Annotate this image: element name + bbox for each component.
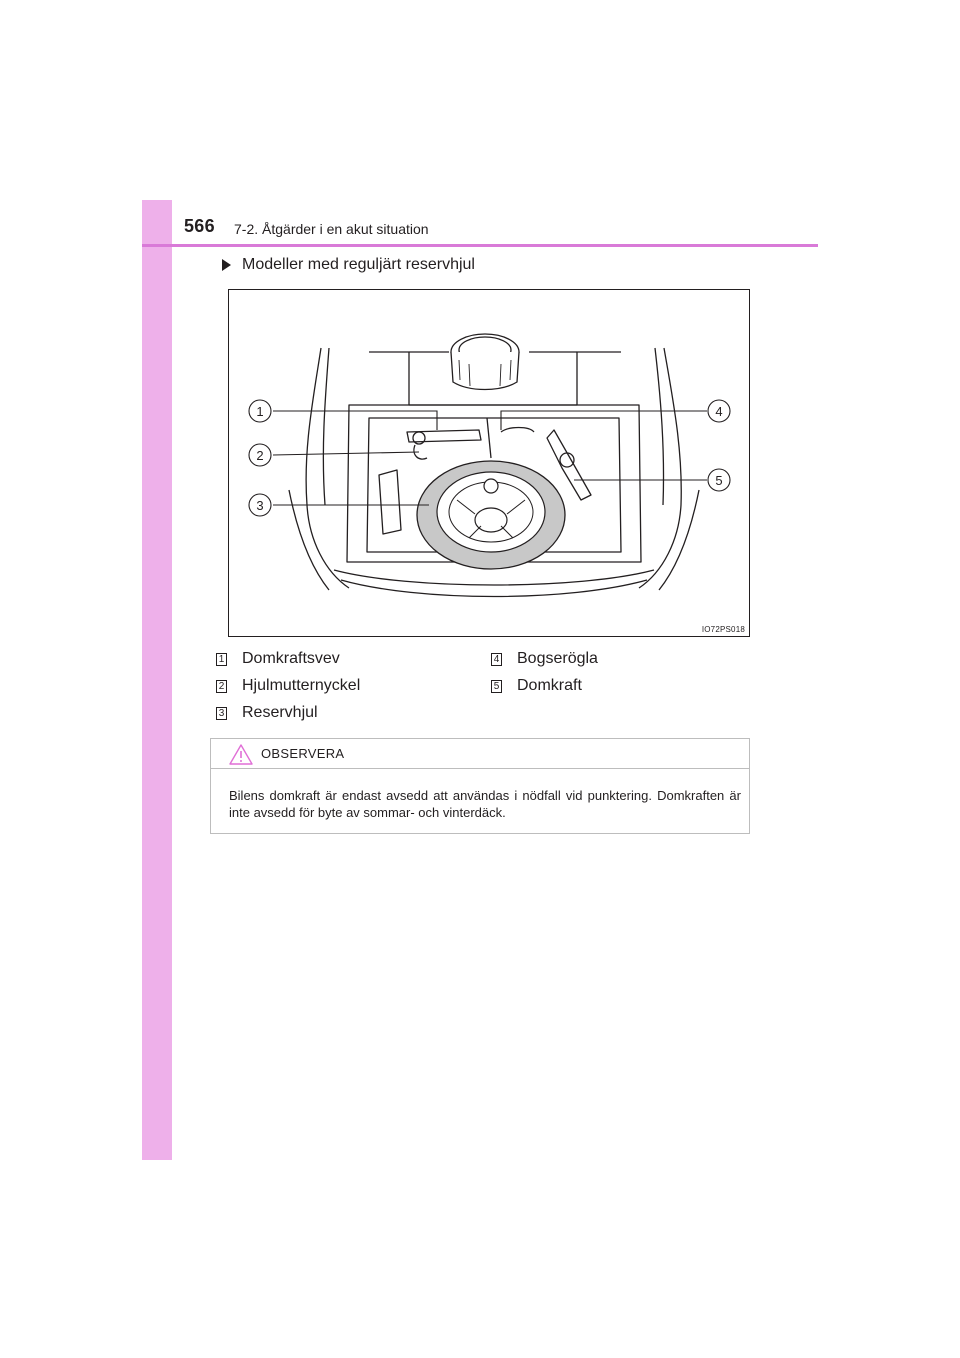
towing-eye [501, 428, 534, 433]
callout-2-label: 2 [256, 448, 264, 463]
legend-number-box: 2 [216, 680, 227, 693]
cylinder-object [451, 334, 519, 390]
subheading-text: Modeller med reguljärt reservhjul [242, 256, 475, 273]
legend-item-1 [216, 650, 340, 668]
callout-4-label: 4 [715, 404, 723, 419]
callout-3-label: 3 [256, 498, 264, 513]
right-pillar-inner [655, 348, 664, 505]
center-strap [487, 418, 491, 458]
left-pillar-inner [323, 348, 329, 505]
caution-title: OBSERVERA [261, 746, 345, 761]
subheading [222, 256, 475, 274]
legend-number-box: 4 [491, 653, 502, 666]
header-rule [142, 244, 818, 247]
right-fender [659, 490, 699, 590]
hold-down-bolt [484, 479, 498, 493]
legend-label: Hjulmutternyckel [242, 677, 361, 694]
triangle-bullet-icon [222, 259, 231, 271]
left-compartment [379, 470, 401, 534]
legend-label: Reservhjul [242, 704, 318, 721]
warning-triangle-icon [229, 743, 253, 765]
rear-bumper [334, 570, 654, 585]
legend-number-box: 3 [216, 707, 227, 720]
trunk-drawing [229, 290, 751, 638]
caution-header [211, 739, 749, 769]
legend-item-2 [216, 677, 360, 695]
legend-item-4 [491, 650, 598, 668]
callout-1-label: 1 [256, 404, 264, 419]
legend-number-box: 5 [491, 680, 502, 693]
legend-number-box: 1 [216, 653, 227, 666]
wheel-hub [475, 508, 507, 532]
chapter-title: 7-2. Åtgärder i en akut situation [234, 221, 429, 237]
jack-screw [560, 453, 574, 467]
left-pillar-line [306, 348, 349, 588]
page-number: 566 [184, 216, 215, 236]
figure-code: IO72PS018 [701, 625, 745, 634]
right-pillar-line [639, 348, 681, 588]
callout-5-label: 5 [715, 473, 723, 488]
legend-item-3 [216, 704, 318, 722]
caution-box [210, 738, 750, 834]
spare-tire-group [417, 461, 565, 569]
caution-text: Bilens domkraft är endast avsedd att användas i nödfall vid punktering. Domkraften är inte avsedd för byte av sommar- och vinterdäck. [229, 788, 741, 820]
legend-item-5 [491, 677, 582, 695]
rear-bumper-lower [341, 580, 647, 597]
section-side-tab [142, 200, 172, 1160]
legend-label: Domkraft [517, 677, 582, 694]
legend-label: Bogserögla [517, 650, 598, 667]
legend-label: Domkraftsvev [242, 650, 340, 667]
trunk-illustration [228, 289, 750, 637]
